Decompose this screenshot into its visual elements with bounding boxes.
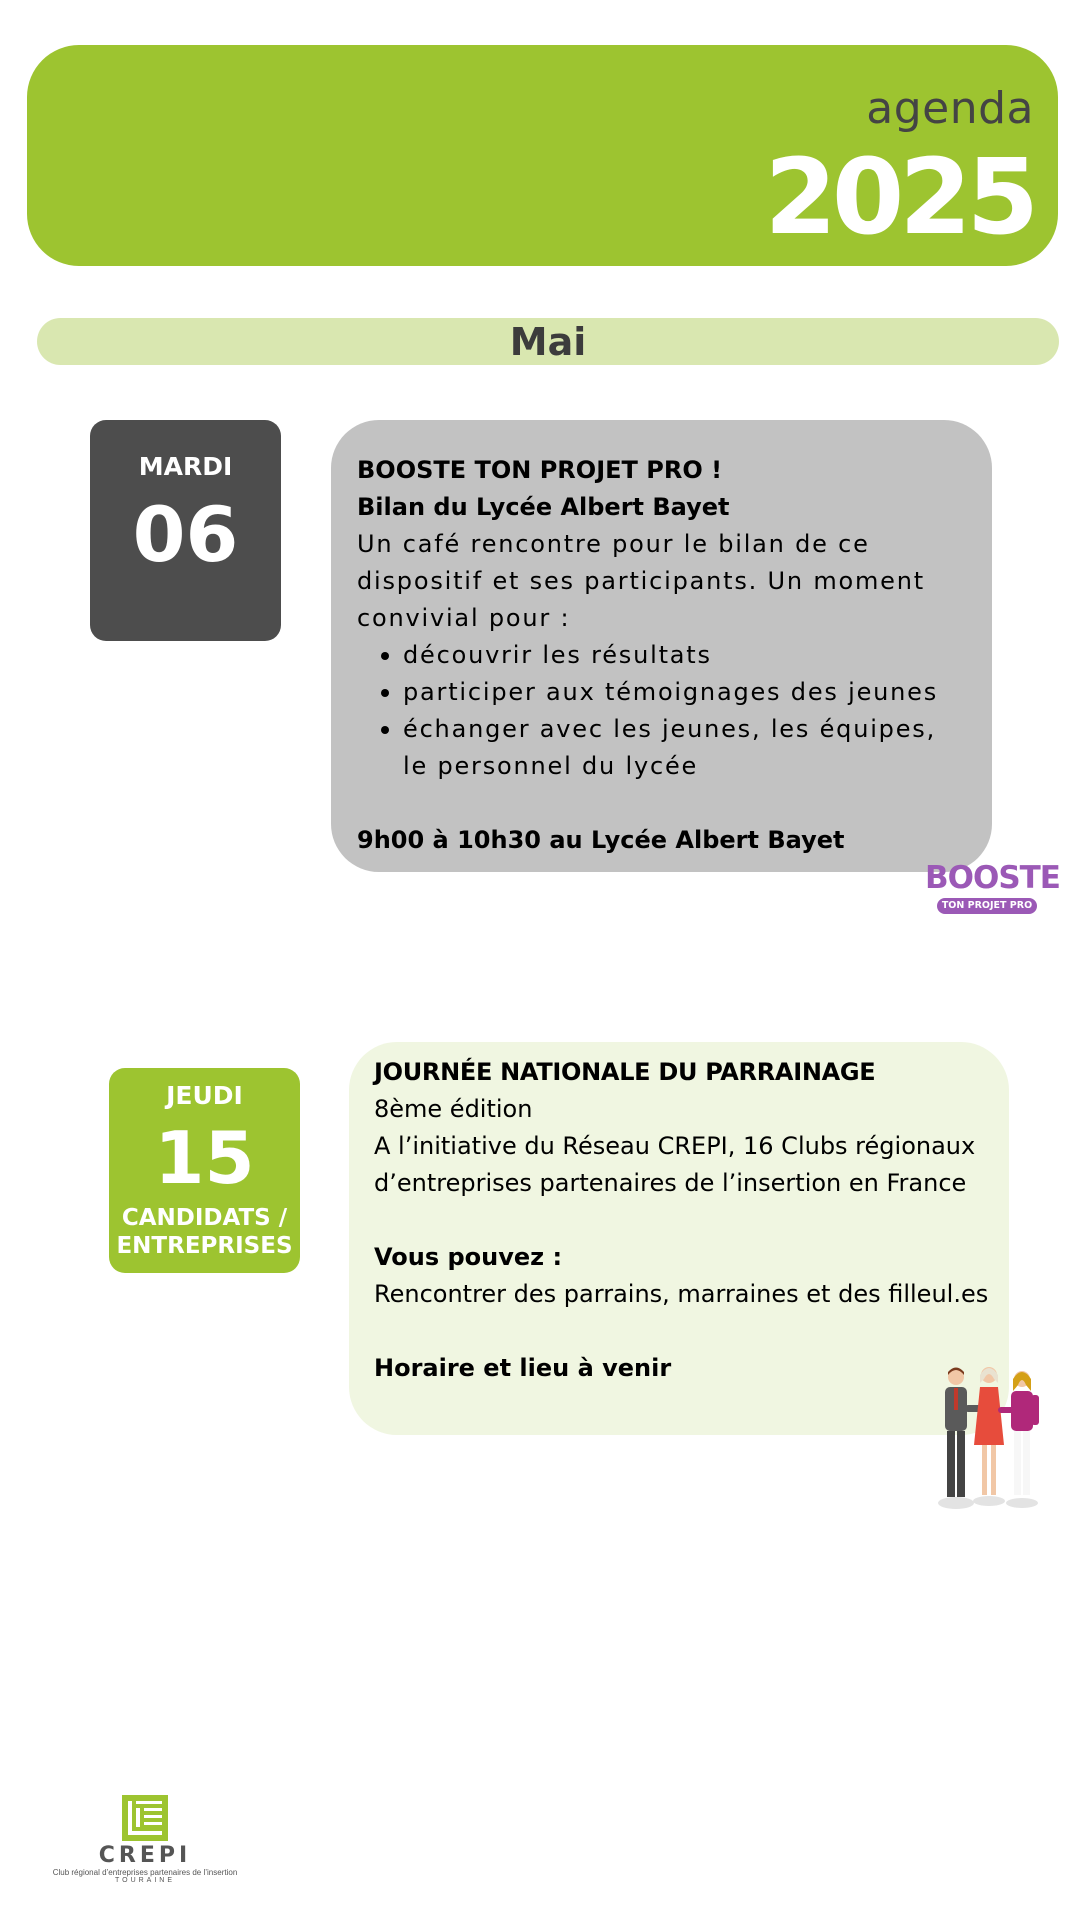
event-action: Rencontrer des parrains, marraines et des filleul.es [374, 1280, 989, 1308]
event-time: 9h00 à 10h30 au Lycée Albert Bayet [357, 826, 845, 854]
event-edition: 8ème édition [374, 1095, 533, 1123]
day-number: 15 [154, 1116, 255, 1200]
event-title: JOURNÉE NATIONALE DU PARRAINAGE [374, 1058, 876, 1086]
day-number: 06 [132, 490, 239, 579]
crepi-logo [50, 1795, 240, 1895]
crepi-tagline: Club régional d’entreprises partenaires de l’insertion [52, 1868, 238, 1877]
booste-logo [925, 860, 1060, 916]
event-card-booste [331, 420, 992, 872]
day-name: JEUDI [166, 1081, 243, 1110]
booste-logo-badge: TON PROJET PRO [937, 898, 1037, 914]
event-card-parrainage [349, 1042, 1009, 1435]
bullet-item: échanger avec les jeunes, les équipes, le personnel du lycée [357, 711, 966, 785]
event-time: Horaire et lieu à venir [374, 1354, 672, 1382]
audience-tag: CANDIDATS / ENTREPRISES [116, 1205, 293, 1259]
agenda-label: agenda [866, 83, 1034, 134]
month-label: Mai [509, 319, 587, 364]
event-intro: Un café rencontre pour le bilan de ce dispositif et ses participants. Un moment convivial pour : [357, 530, 925, 632]
event-subtitle: Bilan du Lycée Albert Bayet [357, 493, 730, 521]
event-label: Vous pouvez : [374, 1243, 563, 1271]
event-description: A l’initiative du Réseau CREPI, 16 Clubs régionaux d’entreprises partenaires de l’insertion en France [374, 1132, 976, 1197]
bullet-item: participer aux témoignages des jeunes [357, 674, 966, 711]
event-bullet-list [357, 637, 966, 785]
day-name: MARDI [138, 452, 233, 481]
crepi-logo-icon [122, 1795, 168, 1841]
crepi-name: CREPI [98, 1843, 192, 1868]
month-bar [37, 318, 1059, 365]
year-label: 2025 [764, 136, 1034, 258]
people-illustration [934, 1365, 1046, 1510]
date-tile-jeudi-15 [109, 1068, 300, 1273]
date-tile-mardi-06 [90, 420, 281, 641]
crepi-region: TOURAINE [114, 1877, 176, 1884]
booste-logo-word: BOOSTE [925, 860, 1060, 896]
bullet-item: découvrir les résultats [357, 637, 966, 674]
header-banner [27, 45, 1058, 266]
event-title: BOOSTE TON PROJET PRO ! [357, 456, 723, 484]
